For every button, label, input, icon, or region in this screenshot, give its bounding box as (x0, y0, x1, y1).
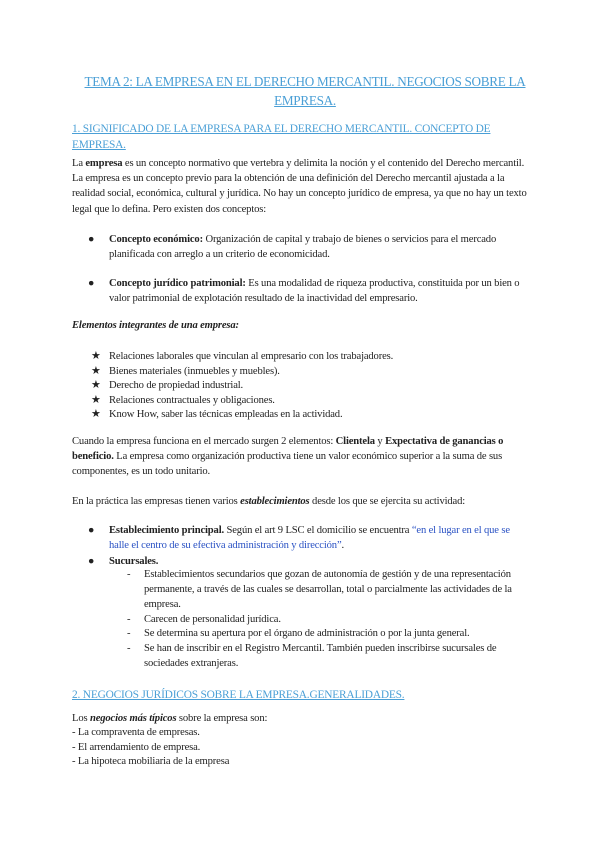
star-icon: ★ (91, 408, 101, 420)
bullet-icon: ● (88, 234, 95, 245)
concept-juridical: ● Concepto jurídico patrimonial: Es una modalidad de riqueza productiva, constituida por un bien o valor patrimonial de explotación resultado de la inactividad del empresario. (88, 278, 520, 305)
principal-establishment: ● Establecimiento principal. Según el art 9 LSC el domicilio se encuentra “en el lugar en el que se halle el centro de su efectiva administración y dirección”. (88, 525, 510, 552)
legal-quote: “en el lugar en el que se halle el centro de su efectiva administración y dirección” (109, 525, 510, 552)
section1-heading: 1. SIGNIFICADO DE LA EMPRESA PARA EL DERECHO MERCANTIL. CONCEPTO DE EMPRESA. (72, 123, 491, 151)
star-icon: ★ (91, 394, 101, 406)
bullet-icon: ● (88, 525, 95, 536)
element-item: ★ Relaciones contractuales y obligaciones. (91, 394, 275, 406)
business-item: - La hipoteca mobiliaria de la empresa (72, 756, 230, 767)
element-item: ★ Know How, saber las técnicas empleadas en la actividad. (91, 408, 343, 420)
star-icon: ★ (91, 379, 101, 391)
sucursales-item: ● Sucursales. (88, 554, 528, 569)
element-item: ★ Relaciones laborales que vinculan al empresario con los trabajadores. (91, 350, 394, 362)
sucursal-detail: - Se han de inscribir en el Registro Mercantil. También pueden inscribirse sucursales de sociedades extranjeras. (127, 643, 497, 669)
element-item: ★ Bienes materiales (inmuebles y muebles). (91, 365, 280, 377)
section1-intro: La empresa es un concepto normativo que vertebra y delimita la noción y el contenido del Derecho mercantil. La empresa es un concepto previo para la obtención de una definición del Derecho mercantil ajustada a la realidad social, económica, cultural y jurídica. No hay un concepto jurídico de empresa, ya que no hay un texto legal que lo defina. Pero existen dos conceptos: (72, 158, 527, 215)
elements-heading: Elementos integrantes de una empresa: (72, 320, 239, 331)
section2-intro: Los negocios más típicos sobre la empresa son: (72, 713, 268, 724)
star-icon: ★ (91, 350, 101, 362)
document-title: TEMA 2: LA EMPRESA EN EL DERECHO MERCANTIL. NEGOCIOS SOBRE LA EMPRESA. (84, 74, 526, 108)
sucursal-detail: - Se determina su apertura por el órgano de administración o por la junta general. (127, 628, 470, 639)
sucursal-detail: - Carecen de personalidad jurídica. (127, 614, 281, 625)
concept-economic: ● Concepto económico: Organización de capital y trabajo de bienes o servicios para el mercado planificada con arreglo a un criterio de economicidad. (88, 234, 497, 261)
establishments-paragraph: En la práctica las empresas tienen varios establecimientos desde los que se ejercita su actividad: (72, 496, 466, 507)
market-paragraph: Cuando la empresa funciona en el mercado surgen 2 elementos: Clientela y Expectativa de ganancias o beneficio. La empresa como organización productiva tiene un valor económico superior a la suma de sus componentes, es un todo unitario. (72, 436, 504, 478)
element-item: ★ Derecho de propiedad industrial. (91, 379, 244, 391)
section2-heading: 2. NEGOCIOS JURÍDICOS SOBRE LA EMPRESA.GENERALIDADES. (72, 689, 405, 701)
bullet-icon: ● (88, 278, 95, 289)
sucursal-detail: - Establecimientos secundarios que gozan de autonomía de gestión y de una representación permanente, a través de las cuales se desarrollan, total o parcialmente las actividades de la empresa. (127, 569, 512, 610)
bullet-icon: ● (88, 556, 95, 567)
business-item: - El arrendamiento de empresa. (72, 742, 201, 753)
star-icon: ★ (91, 365, 101, 377)
business-item: - La compraventa de empresas. (72, 727, 200, 738)
